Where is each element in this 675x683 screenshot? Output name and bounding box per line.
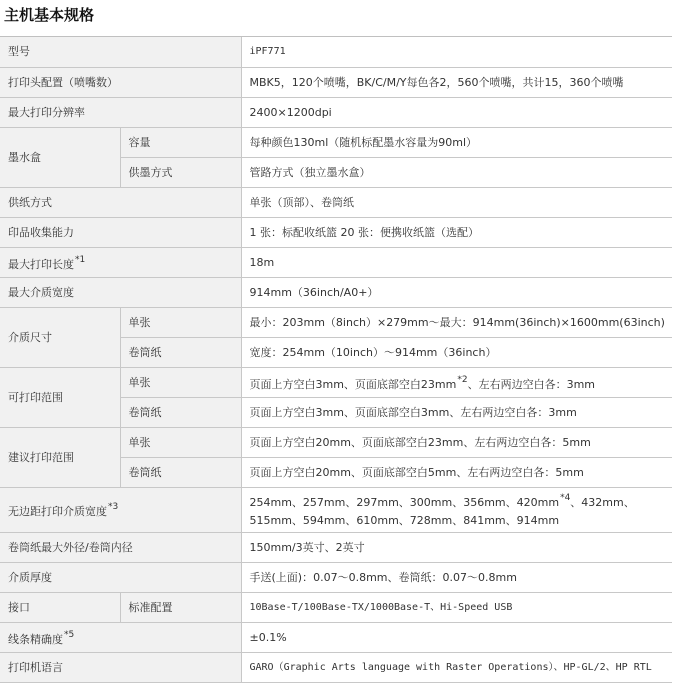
row-value: 手送(上面)：0.07～0.8mm、卷筒纸：0.07～0.8mm — [241, 562, 672, 592]
row-label: 无边距打印介质宽度 — [8, 505, 107, 518]
row-label: 供纸方式 — [0, 187, 241, 217]
row-value: 10Base-T/100Base-TX/1000Base-T、Hi-Speed USB — [241, 592, 672, 622]
row-value: MBK5，120个喷嘴，BK/C/M/Y每色各2，560个喷嘴，共计15，360个喷嘴 — [241, 67, 672, 97]
table-row-media-sheet — [0, 307, 672, 337]
table-row-printhead — [0, 67, 672, 97]
table-row-output — [0, 217, 672, 247]
row-value: 页面上方空白3mm、页面底部空白3mm、左右两边空白各：3mm — [241, 397, 672, 427]
table-row-interface — [0, 592, 672, 622]
row-value: GARO（Graphic Arts language with Raster Operations）、HP-GL/2、HP RTL — [241, 652, 672, 682]
row-value-cell — [241, 367, 672, 397]
row-label: 打印机语言 — [0, 652, 241, 682]
footnote-marker: *2 — [457, 374, 468, 385]
page-title: 主机基本规格 — [4, 6, 95, 24]
row-value: 、432mm、 — [570, 496, 635, 509]
footnote-marker: *5 — [64, 629, 75, 640]
table-row-line-accuracy — [0, 622, 672, 652]
table-row-ink-capacity — [0, 127, 672, 157]
row-value: 1 张：标配收纸篮 20 张：便携收纸篮（选配） — [241, 217, 672, 247]
table-row-model — [0, 37, 672, 67]
row-value-line: 515mm、594mm、610mm、728mm、841mm、914mm — [249, 514, 560, 527]
footnote-marker: *1 — [75, 254, 86, 265]
footnote-marker: *3 — [108, 502, 119, 512]
row-value: 单张（顶部）、卷筒纸 — [241, 187, 672, 217]
row-value: 管路方式（独立墨水盒） — [241, 157, 672, 187]
row-sublabel: 单张 — [120, 427, 241, 457]
row-value: 18m — [241, 247, 672, 277]
row-value: 150mm/3英寸、2英寸 — [241, 532, 672, 562]
row-label: 墨水盒 — [0, 127, 120, 187]
row-value: 页面上方空白20mm、页面底部空白23mm、左右两边空白各：5mm — [241, 427, 672, 457]
spec-table — [0, 37, 672, 683]
row-value: 页面上方空白20mm、页面底部空白5mm、左右两边空白各：5mm — [241, 457, 672, 487]
row-label: 型号 — [0, 37, 241, 67]
row-label: 最大介质宽度 — [0, 277, 241, 307]
table-row-max-length — [0, 247, 672, 277]
row-label: 介质厚度 — [0, 562, 241, 592]
row-value: 、左右两边空白各：3mm — [467, 377, 596, 391]
row-value: 宽度：254mm（10inch）～914mm（36inch） — [241, 337, 672, 367]
table-row-recommended-sheet — [0, 427, 672, 457]
table-row-resolution — [0, 97, 672, 127]
row-value: ±0.1% — [241, 622, 672, 652]
row-value: iPF771 — [241, 37, 672, 67]
row-value: 914mm（36inch/A0+） — [241, 277, 672, 307]
row-value-line — [250, 489, 673, 512]
row-label: 接口 — [0, 592, 120, 622]
row-label: 卷筒纸最大外径/卷筒内径 — [0, 532, 241, 562]
row-label: 印品收集能力 — [0, 217, 241, 247]
row-sublabel: 卷筒纸 — [120, 337, 241, 367]
row-value: 最小：203mm（8inch）×279mm～最大：914mm(36inch)×1600mm(63inch) — [241, 307, 672, 337]
table-row-thickness — [0, 562, 672, 592]
table-row-paper-feed — [0, 187, 672, 217]
row-label: 介质尺寸 — [0, 307, 120, 367]
row-value: 254mm、257mm、297mm、300mm、356mm、420mm — [249, 496, 560, 509]
row-sublabel: 容量 — [120, 127, 241, 157]
table-row-max-width — [0, 277, 672, 307]
row-label: 打印头配置（喷嘴数） — [0, 67, 241, 97]
table-row-borderless — [0, 487, 672, 532]
row-label: 最大打印长度 — [8, 257, 74, 271]
row-sublabel: 单张 — [120, 307, 241, 337]
row-sublabel: 卷筒纸 — [120, 397, 241, 427]
row-label: 线条精确度 — [8, 632, 63, 646]
row-sublabel: 供墨方式 — [120, 157, 241, 187]
table-row-roll-diameter — [0, 532, 672, 562]
row-label-cell — [0, 487, 241, 532]
table-row-language — [0, 652, 672, 682]
row-label-cell — [0, 247, 241, 277]
row-label: 可打印范围 — [0, 367, 120, 427]
row-sublabel: 单张 — [120, 367, 241, 397]
row-sublabel: 标准配置 — [120, 592, 241, 622]
row-sublabel: 卷筒纸 — [120, 457, 241, 487]
row-value: 每种颜色130ml（随机标配墨水容量为90ml） — [241, 127, 672, 157]
footnote-marker: *4 — [560, 493, 571, 503]
row-label: 建议打印范围 — [0, 427, 120, 487]
row-value: 2400×1200dpi — [241, 97, 672, 127]
table-row-printable-sheet — [0, 367, 672, 397]
row-value-cell — [241, 487, 672, 532]
row-label: 最大打印分辨率 — [0, 97, 241, 127]
row-label-cell — [0, 622, 241, 652]
row-value: 页面上方空白3mm、页面底部空白23mm — [249, 377, 457, 391]
